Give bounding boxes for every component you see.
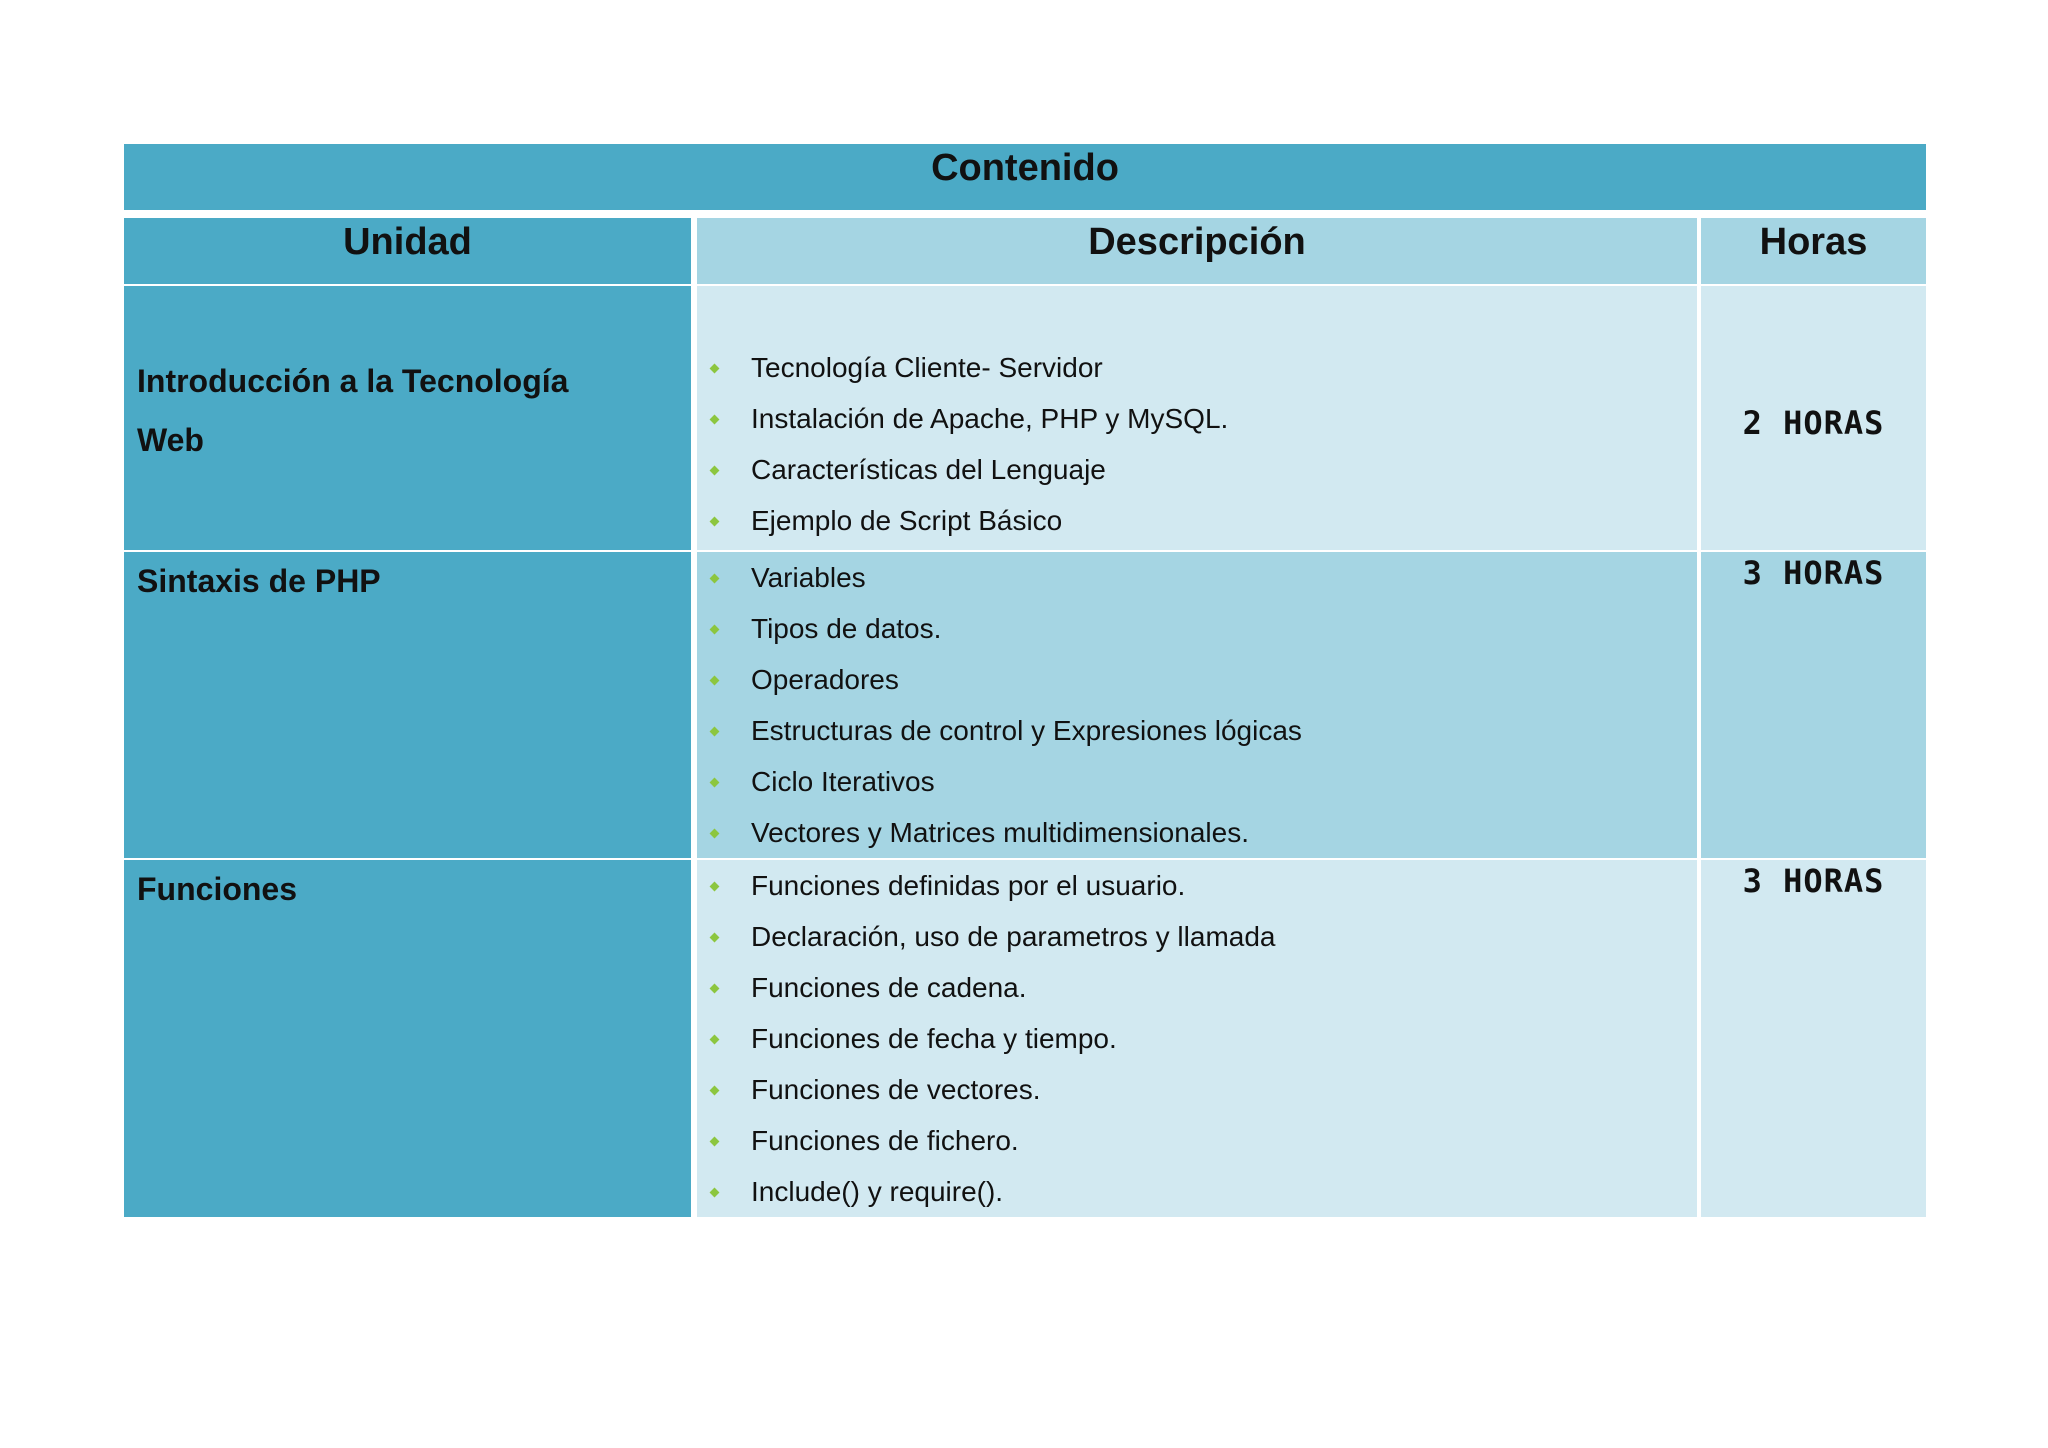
horas-cell [1701,860,1926,1217]
bullet-icon [710,574,720,584]
bullet-icon [710,778,720,788]
list-item: Funciones de vectores. [697,1064,1697,1115]
bullet-icon [710,1137,720,1147]
list-item: Características del Lenguaje [697,444,1697,495]
list-item: Operadores [697,654,1697,705]
list-item: Tecnología Cliente- Servidor [697,342,1697,393]
content-table [124,218,1926,1217]
horas-cell [1701,286,1926,550]
header-horas: Horas [1701,218,1926,284]
bullet-icon [710,1035,720,1045]
unidad-cell [124,286,691,550]
bullet-icon [710,415,720,425]
list-item: Instalación de Apache, PHP y MySQL. [697,393,1697,444]
horas-value: 3 HORAS [1742,554,1885,592]
table-row [124,286,1926,550]
list-item: Funciones de fecha y tiempo. [697,1013,1697,1064]
bullet-icon [710,625,720,635]
list-item: Funciones de fichero. [697,1115,1697,1166]
list-item: Ciclo Iterativos [697,756,1697,807]
list-item: Estructuras de control y Expresiones lógicas [697,705,1697,756]
bullet-icon [710,517,720,527]
descripcion-cell [697,552,1697,858]
bullet-icon [710,466,720,476]
header-row [124,218,1926,284]
title-separator [124,210,1926,218]
bullet-icon [710,829,720,839]
unidad-name-line1: Introducción a la Tecnología [137,363,569,399]
table-row [124,552,1926,858]
topic-list [697,342,1697,546]
bullet-icon [710,1188,720,1198]
list-item: Declaración, uso de parametros y llamada [697,911,1697,962]
list-item: Funciones de cadena. [697,962,1697,1013]
bullet-icon [710,984,720,994]
list-item: Include() y require(). [697,1166,1697,1217]
unidad-name-line2: Web [137,422,204,458]
bullet-icon [710,727,720,737]
unidad-name-line1: Sintaxis de PHP [137,563,381,599]
list-item: Tipos de datos. [697,603,1697,654]
bullet-icon [710,676,720,686]
unidad-cell [124,552,691,858]
topic-list [697,552,1697,858]
list-item: Vectores y Matrices multidimensionales. [697,807,1697,858]
table-row [124,860,1926,1217]
topic-list [697,860,1697,1217]
bullet-icon [710,364,720,374]
unidad-name-line1: Funciones [137,871,298,907]
descripcion-cell [697,860,1697,1217]
list-item: Variables [697,552,1697,603]
list-item: Ejemplo de Script Básico [697,495,1697,546]
header-descripcion: Descripción [697,218,1697,284]
table-title [124,144,1926,210]
table-title-text: Contenido [931,147,1119,189]
horas-cell [1701,552,1926,858]
unidad-cell [124,860,691,1217]
descripcion-cell [697,286,1697,550]
horas-value: 2 HORAS [1742,404,1885,442]
bullet-icon [710,933,720,943]
header-unidad: Unidad [124,218,691,284]
bullet-icon [710,1086,720,1096]
content-table-container [124,144,1926,1217]
horas-value: 3 HORAS [1742,862,1885,900]
list-item: Funciones definidas por el usuario. [697,860,1697,911]
bullet-icon [710,882,720,892]
